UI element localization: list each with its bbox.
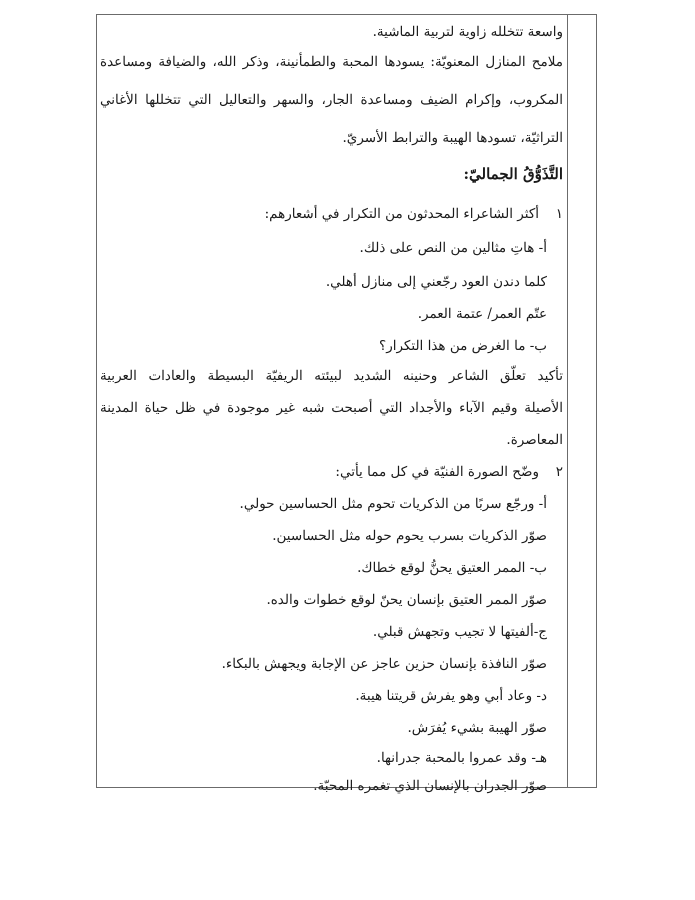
intro-line-4: التراثيّة، تسودها الهيبة والترابط الأسريّ. [342,130,563,146]
q2-number: ٢ [555,464,563,480]
intro-line-1: واسعة تتخلله زاوية لتربية الماشية. [372,24,563,40]
q2-stem: وضّح الصورة الفنيّة في كل مما يأتي: [335,464,539,480]
q2-b-answer: صوّر الممر العتيق بإنسان يحنّ لوقع خطوات والده. [266,592,547,608]
q1-b-answer-3: المعاصرة. [506,432,563,448]
table-column-divider [567,14,568,788]
q1-a-answer-2: عتّم العمر/ عتمة العمر. [417,306,547,322]
q2-c-answer: صوّر النافذة بإنسان حزين عاجز عن الإجابة ويجهش بالبكاء. [221,656,547,672]
q2-e-answer: صوّر الجدران بالإنسان الذي تغمره المحبّة. [313,778,547,794]
section-heading: التَّذَوُّقُ الجماليّ: [463,165,563,183]
intro-line-3: المكروب، وإكرام الضيف ومساعدة الجار، والسهر والتعاليل التي تتخللها الأغاني [100,92,563,108]
q1-a-label: أ- هاتِ مثالين من النص على ذلك. [359,240,547,256]
q2-a-label: أ- ورجّع سربًا من الذكريات تحوم مثل الحساسين حولي. [239,496,547,512]
q1-b-label: ب- ما الغرض من هذا التكرار؟ [379,338,547,354]
q2-a-answer: صوّر الذكريات بسرب يحوم حوله مثل الحساسين. [272,528,547,544]
q2-d-label: د- وعاد أبي وهو يفرش قريتنا هيبة. [355,688,547,704]
q1-a-answer-1: كلما دندن العود رجّعني إلى منازل أهلي. [325,274,547,290]
q1-b-answer-2: الأصيلة وقيم الآباء والأجداد التي أصبحت شبه غير موجودة في ظل حياة المدينة [100,400,563,416]
q1-b-answer-1: تأكيد تعلّق الشاعر وحنينه الشديد لبيئته الريفيّة البسيطة والعادات العربية [100,368,563,384]
q2-c-label: ج-ألفيتها لا تجيب وتجهش قبلي. [372,624,547,640]
q1-stem: أكثر الشاعراء المحدثون من التكرار في أشعارهم: [264,206,539,222]
q2-d-answer: صوّر الهيبة بشيء يُفرَش. [407,720,547,736]
q2-b-label: ب- الممر العتيق يحنُّ لوقع خطاك. [357,560,547,576]
q1-number: ١ [555,206,563,222]
q2-e-label: هـ- وقد عمروا بالمحبة جدرانها. [376,750,547,766]
intro-line-2: ملامح المنازل المعنويّة: يسودها المحبة والطمأنينة، وذكر الله، والضيافة ومساعدة [100,54,563,70]
